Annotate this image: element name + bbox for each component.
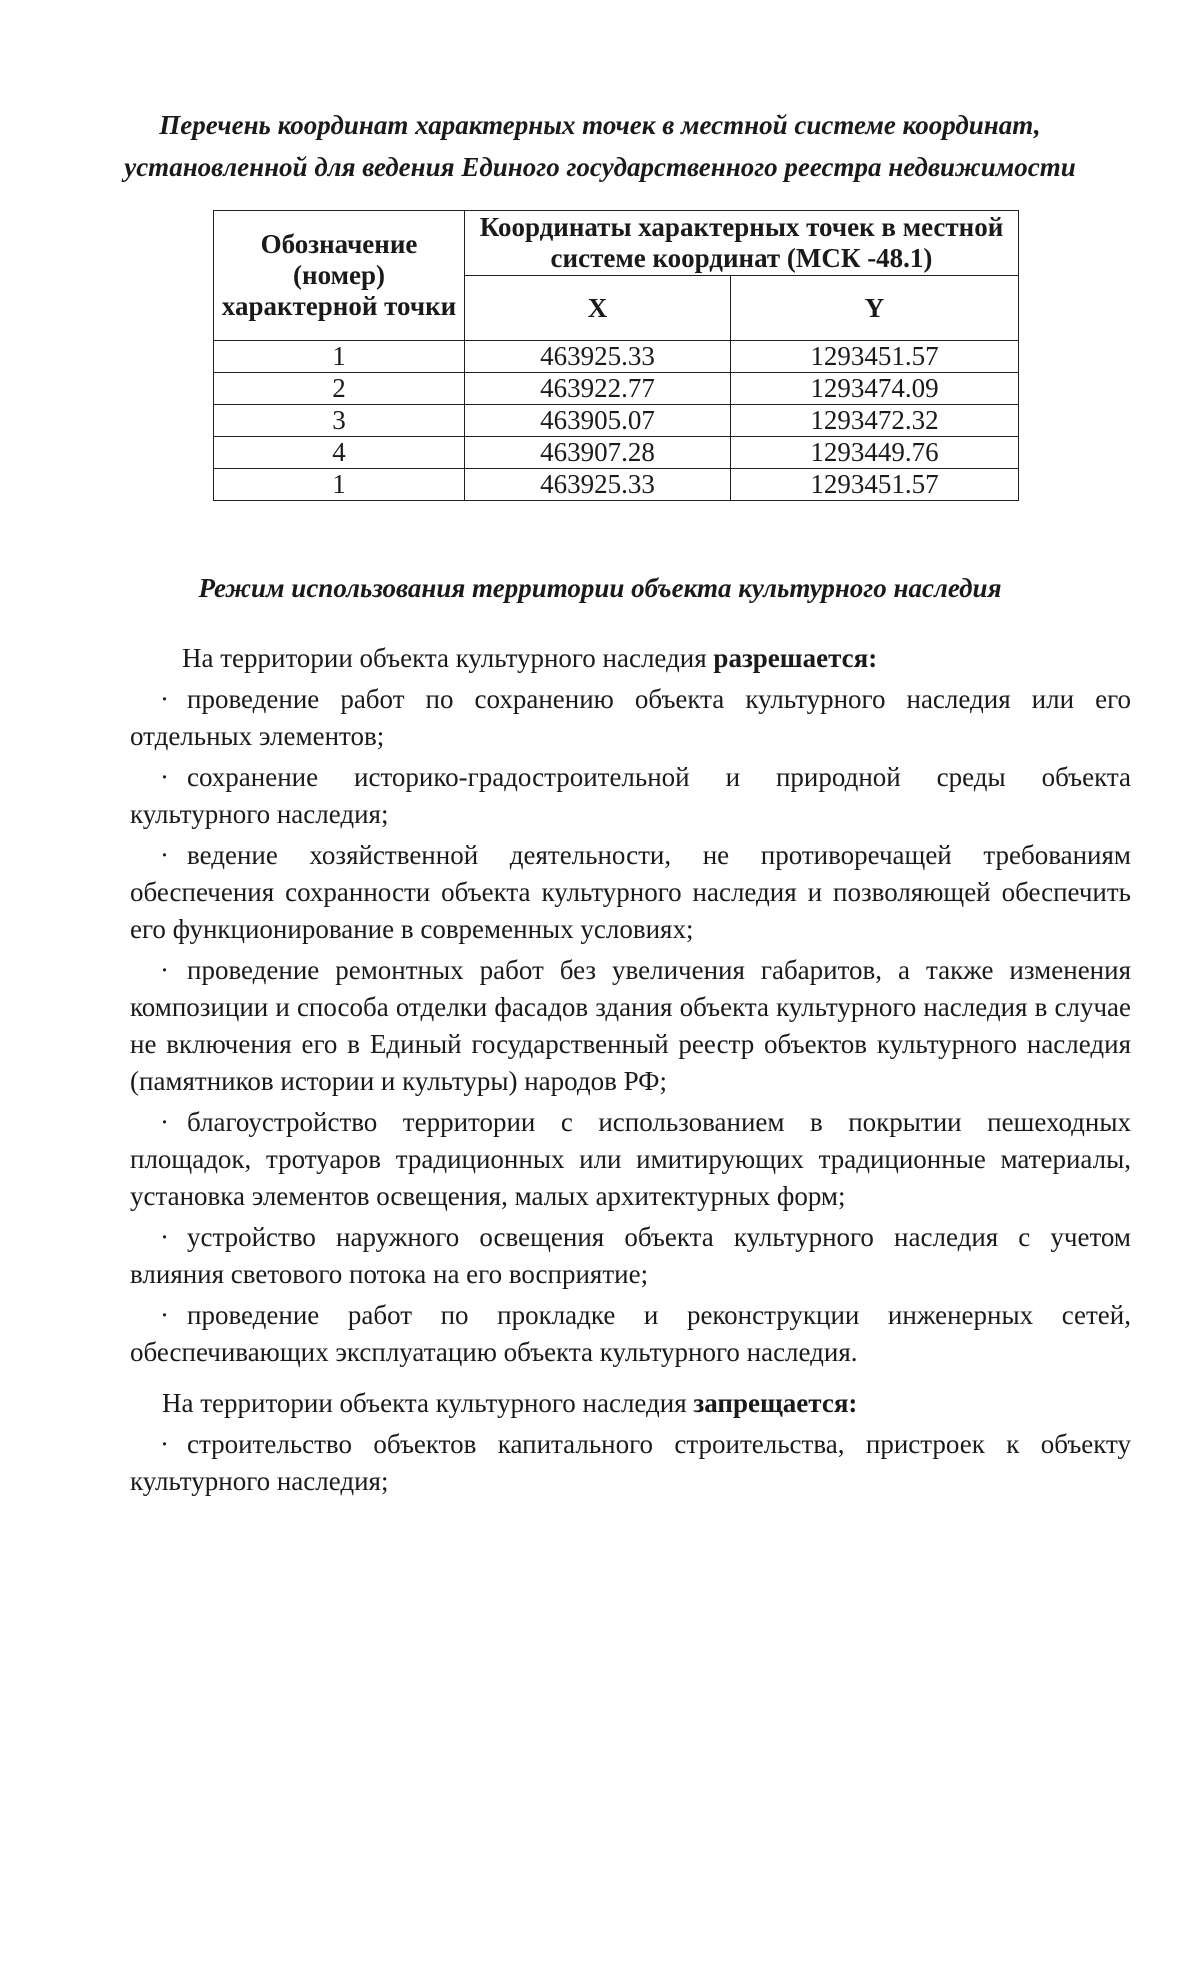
header-coordinates-group: Координаты характерных точек в местной системе координат (МСК -48.1) bbox=[465, 211, 1019, 276]
list-item-text: проведение работ по прокладке и реконструкции инженерных сетей, обеспечивающих эксплуатацию объекта культурного наследия. bbox=[130, 1300, 1131, 1367]
bullet-dot: · bbox=[160, 1222, 169, 1252]
header-y: Y bbox=[731, 276, 1019, 341]
forbidden-list bbox=[130, 1426, 1131, 1500]
bullet-dot: · bbox=[160, 955, 169, 985]
bullet-dot: · bbox=[160, 840, 169, 870]
cell-y: 1293451.57 bbox=[731, 341, 1019, 373]
cell-point: 1 bbox=[214, 469, 465, 501]
bullet-dot: · bbox=[160, 762, 169, 792]
cell-point: 4 bbox=[214, 437, 465, 469]
forbidden-intro-text: На территории объекта культурного наследия bbox=[162, 1388, 694, 1418]
cell-point: 3 bbox=[214, 405, 465, 437]
bullet-dot: · bbox=[160, 1107, 169, 1137]
allowed-section bbox=[130, 640, 1131, 1375]
coordinates-table-body bbox=[214, 341, 1019, 501]
list-item bbox=[130, 759, 1131, 833]
forbidden-intro bbox=[130, 1385, 1131, 1422]
forbidden-section bbox=[130, 1385, 1131, 1504]
allowed-intro bbox=[130, 640, 1131, 677]
bullet-dot: · bbox=[160, 684, 169, 714]
cell-x: 463905.07 bbox=[465, 405, 731, 437]
cell-x: 463907.28 bbox=[465, 437, 731, 469]
cell-y: 1293474.09 bbox=[731, 373, 1019, 405]
table-row bbox=[214, 341, 1019, 373]
bullet-dot: · bbox=[160, 1429, 169, 1459]
cell-point: 2 bbox=[214, 373, 465, 405]
list-item-text: устройство наружного освещения объекта культурного наследия с учетом влияния светового потока на его восприятие; bbox=[130, 1222, 1131, 1289]
cell-x: 463925.33 bbox=[465, 469, 731, 501]
section-title-regime: Режим использования территории объекта культурного наследия bbox=[198, 573, 1002, 603]
list-item-text: сохранение историко-градостроительной и природной среды объекта культурного наследия; bbox=[130, 762, 1131, 829]
allowed-keyword: разрешается: bbox=[713, 643, 878, 673]
list-item-text: строительство объектов капитального строительства, пристроек к объекту культурного наследия; bbox=[130, 1429, 1131, 1496]
header-x: X bbox=[465, 276, 731, 341]
forbidden-keyword: запрещается: bbox=[693, 1388, 858, 1418]
bullet-dot: · bbox=[160, 1300, 169, 1330]
cell-point: 1 bbox=[214, 341, 465, 373]
allowed-intro-text: На территории объекта культурного наследия bbox=[182, 643, 714, 673]
table-header-row bbox=[214, 211, 1019, 276]
list-item bbox=[130, 952, 1131, 1100]
cell-y: 1293451.57 bbox=[731, 469, 1019, 501]
list-item bbox=[130, 1297, 1131, 1371]
document-title-line-1: Перечень координат характерных точек в местной системе координат, bbox=[159, 110, 1041, 140]
cell-x: 463925.33 bbox=[465, 341, 731, 373]
header-point-designation: Обозначение (номер) характерной точки bbox=[214, 211, 465, 341]
table-row bbox=[214, 373, 1019, 405]
list-item-text: благоустройство территории с использованием в покрытии пешеходных площадок, тротуаров традиционных или имитирующих традиционные материалы, установка элементов освещения, малых архитектурных форм; bbox=[130, 1107, 1131, 1211]
table-row bbox=[214, 469, 1019, 501]
table-row bbox=[214, 405, 1019, 437]
list-item bbox=[130, 837, 1131, 948]
table-row bbox=[214, 437, 1019, 469]
list-item bbox=[130, 1426, 1131, 1500]
cell-y: 1293449.76 bbox=[731, 437, 1019, 469]
allowed-list bbox=[130, 681, 1131, 1371]
list-item bbox=[130, 1104, 1131, 1215]
list-item-text: проведение работ по сохранению объекта культурного наследия или его отдельных элементов; bbox=[130, 684, 1131, 751]
list-item bbox=[130, 681, 1131, 755]
cell-y: 1293472.32 bbox=[731, 405, 1019, 437]
list-item-text: проведение ремонтных работ без увеличения габаритов, а также изменения композиции и способа отделки фасадов здания объекта культурного наследия в случае не включения его в Единый государственный реестр объектов культурного наследия (памятников истории и культуры) народов РФ; bbox=[130, 955, 1131, 1096]
list-item bbox=[130, 1219, 1131, 1293]
list-item-text: ведение хозяйственной деятельности, не противоречащей требованиям обеспечения сохранности объекта культурного наследия и позволяющей обеспечить его функционирование в современных условиях; bbox=[130, 840, 1131, 944]
coordinates-table bbox=[213, 210, 1019, 501]
cell-x: 463922.77 bbox=[465, 373, 731, 405]
document-title bbox=[100, 104, 1100, 188]
document-title-line-2: установленной для ведения Единого государственного реестра недвижимости bbox=[124, 152, 1076, 182]
